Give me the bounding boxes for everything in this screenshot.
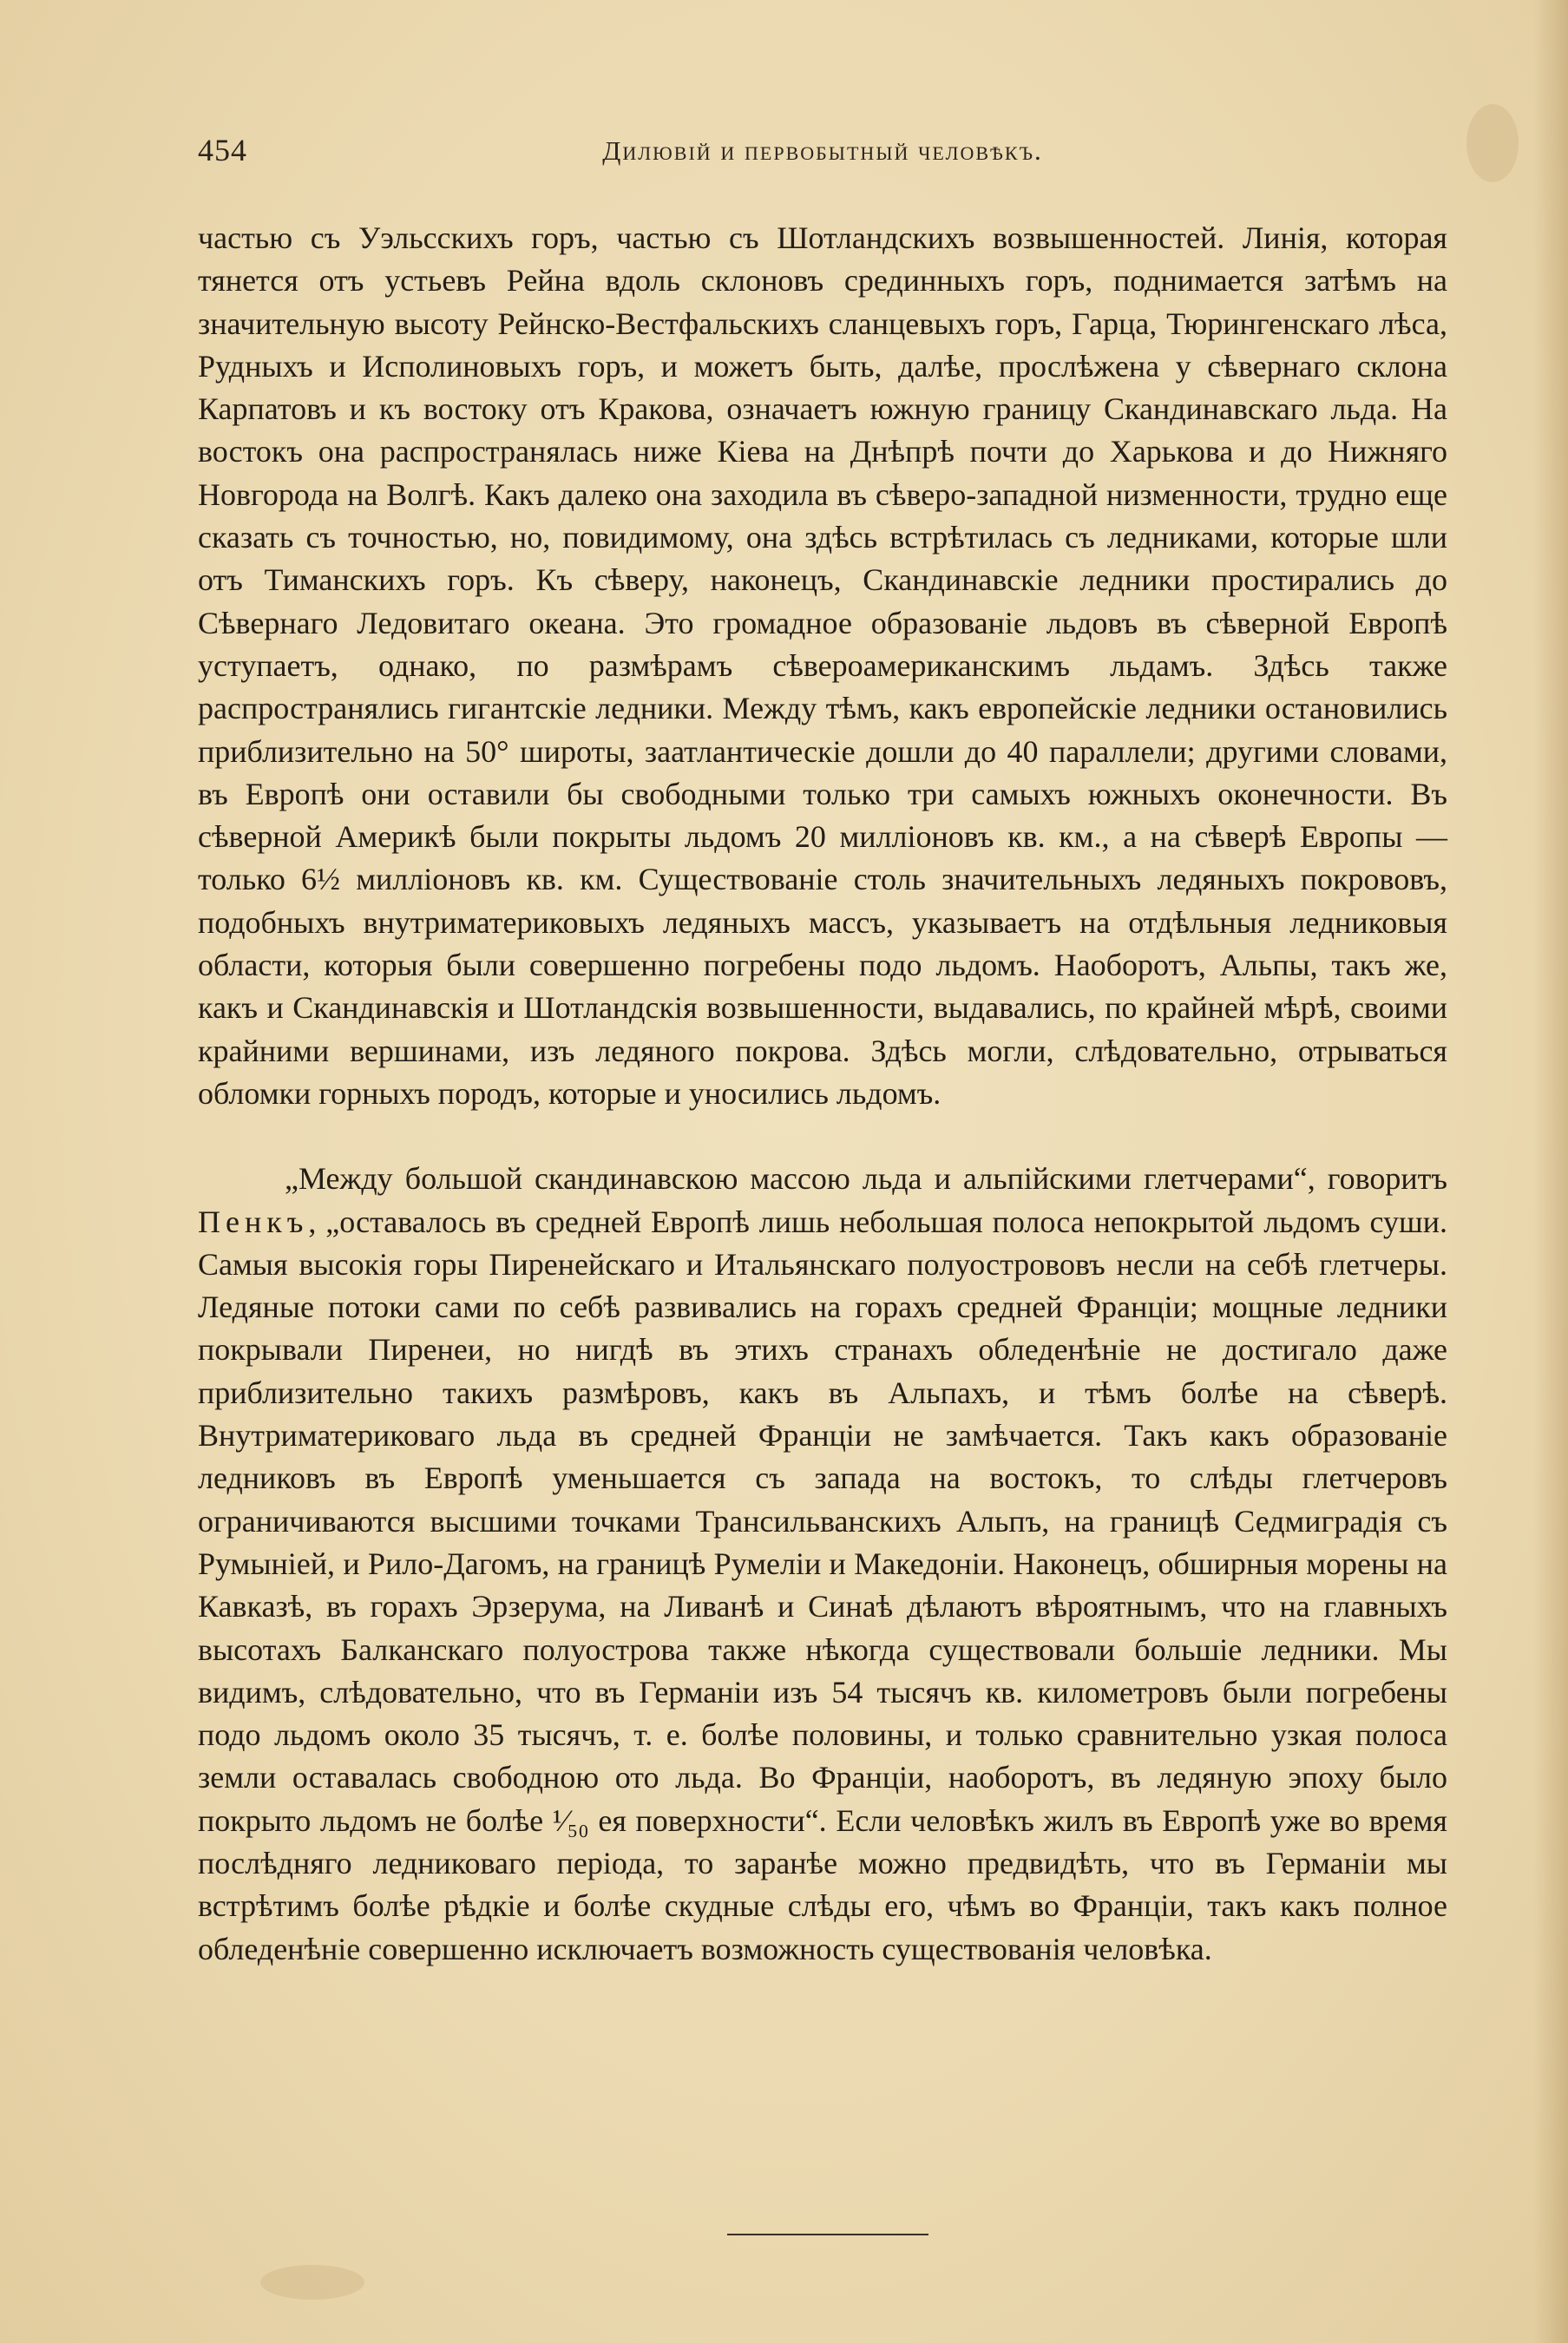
running-title: Дилювій и первобытный человѣкъ. xyxy=(602,135,1043,166)
paragraph-2-part-1: „Между большой скандинавскою массою льда и альпійскими глетчерами“, говоритъ xyxy=(285,1161,1447,1197)
page-number: 454 xyxy=(198,133,247,167)
paper-stain xyxy=(260,2265,364,2300)
closing-rule xyxy=(727,2234,928,2235)
body-text xyxy=(198,217,1447,1971)
paragraph-1: частью съ Уэльсскихъ горъ, частью съ Шотландскихъ возвышенностей. Линія, которая тянется отъ устьевъ Рейна вдоль склоновъ срединныхъ горъ, поднимается затѣмъ на значительную высоту Рейнско-Вестфальскихъ сланцевыхъ горъ, Гарца, Тюрингенскаго лѣса, Рудныхъ и Исполиновыхъ горъ, и можетъ быть, далѣе, прослѣжена у сѣвернаго склона Карпатовъ и къ востоку отъ Кракова, означаетъ южную границу Скандинавскаго льда. На востокъ она распространялась ниже Кіева на Днѣпрѣ почти до Харькова и до Нижняго Новгорода на Волгѣ. Какъ далеко она заходила въ сѣверо-западной низменности, трудно еще сказать съ точностью, но, повидимому, она здѣсь встрѣтилась съ ледниками, которые шли отъ Тиманскихъ горъ. Къ сѣверу, наконецъ, Скандинавскіе ледники простирались до Сѣвернаго Ледовитаго океана. Это громадное образованіе льдовъ въ сѣверной Европѣ уступаетъ, однако, по размѣрамъ сѣвероамериканскимъ льдамъ. Здѣсь также распространялись гигантскіе ледники. Между тѣмъ, какъ европейскіе ледники остановились приблизительно на 50° широты, заатлантическіе дошли до 40 параллели; другими словами, въ Европѣ они оставили бы свободными только три самыхъ южныхъ оконечности. Въ сѣверной Америкѣ были покрыты льдомъ 20 милліоновъ кв. км., а на сѣверѣ Европы — только 6½ милліоновъ кв. км. Существованіе столь значительныхъ ледяныхъ покрововъ, подобныхъ внутриматериковыхъ ледяныхъ массъ, указываетъ на отдѣльныя ледниковыя области, которыя были совершенно погребены подо льдомъ. Наоборотъ, Альпы, такъ же, какъ и Скандинавскія и Шотландскія возвышенности, выдавались, по крайней мѣрѣ, своими крайними вершинами, изъ ледяного покрова. Здѣсь могли, слѣдовательно, отрываться обломки горныхъ породъ, которые и уносились льдомъ. xyxy=(198,220,1447,1111)
page-header xyxy=(198,132,1447,184)
paragraph-2-part-2: , „оставалось въ средней Европѣ лишь небольшая полоса непокрытой льдомъ суши. Самыя высокія горы Пиренейскаго и Итальянскаго полуострововъ несли на себѣ глетчеры. Ледяные потоки сами по себѣ развивались на горахъ средней Франціи; мощные ледники покрывали Пиренеи, но нигдѣ въ этихъ странахъ обледенѣніе не достигало даже приблизительно такихъ размѣровъ, какъ въ Альпахъ, и тѣмъ болѣе на сѣверѣ. Внутриматериковаго льда въ средней Франціи не замѣчается. Такъ какъ образованіе ледниковъ въ Европѣ уменьшается съ запада на востокъ, то слѣды глетчеровъ ограничиваются высшими точками Трансильванскихъ Альпъ, на границѣ Седмиградія съ Румыніей, и Рило-Дагомъ, на границѣ Румеліи и Македоніи. Наконецъ, обширныя морены на Кавказѣ, въ горахъ Эрзерума, на Ливанѣ и Синаѣ дѣлаютъ вѣроятнымъ, что на главныхъ высотахъ Балканскаго полуострова также нѣкогда существовали большіе ледники. Мы видимъ, слѣдовательно, что въ Германіи изъ 54 тысячъ кв. километровъ были погребены подо льдомъ около 35 тысячъ, т. е. болѣе половины, и только сравнительно узкая полоса земли оставалась свободною ото льда. Во Франціи, наоборотъ, въ ледяную эпоху было покрыто льдомъ не болѣе ¹⁄₅₀ ея поверхности“. Если человѣкъ жилъ въ Европѣ уже во время послѣдняго ледниковаго періода, то заранѣе можно предвидѣть, что въ Германіи мы встрѣтимъ болѣе рѣдкіе и болѣе скудные слѣды его, чѣмъ во Франціи, такъ какъ полное обледенѣніе совершенно исключаетъ возможность существованія человѣка. xyxy=(198,1204,1447,1966)
page-edge-shadow xyxy=(1533,0,1568,2343)
paper-stain xyxy=(1466,104,1519,182)
paragraph-2 xyxy=(198,1158,1447,1971)
cited-author: Пенкъ xyxy=(198,1204,309,1239)
